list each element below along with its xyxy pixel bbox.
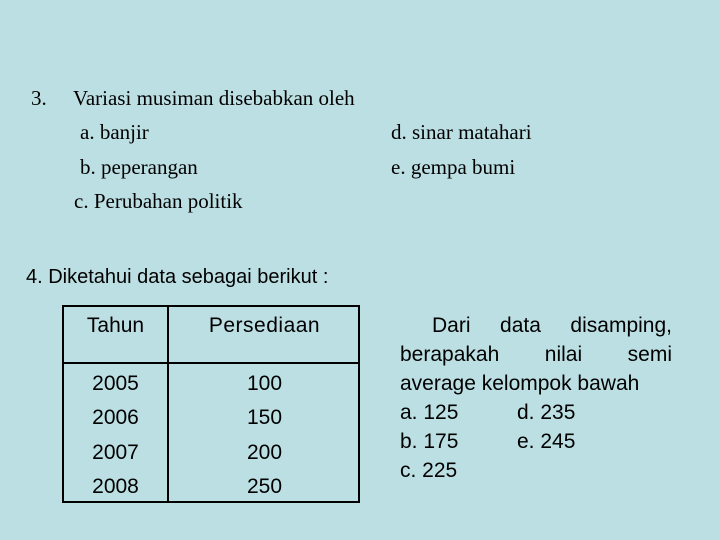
- word: data: [500, 314, 541, 337]
- q3-option-b: b. peperangan: [80, 155, 198, 179]
- q4-option-d: d. 235: [517, 401, 576, 424]
- table-header-divider: [64, 362, 358, 364]
- q4-option-a: a. 125: [400, 401, 459, 424]
- word: disamping,: [570, 314, 672, 337]
- q4-prompt-line-1: [432, 315, 672, 336]
- value-cell: 250: [246, 475, 283, 498]
- header-persediaan: Persediaan: [208, 314, 321, 337]
- q4-option-c: c. 225: [400, 459, 458, 482]
- word: berapakah: [400, 343, 500, 366]
- table-top-border: [64, 305, 358, 307]
- q4-prompt-line-2: [400, 344, 672, 365]
- data-table: [62, 305, 360, 503]
- q3-number: 3.: [31, 86, 47, 110]
- word: Dari: [432, 314, 471, 337]
- q4-prompt-line-3: average kelompok bawah: [400, 372, 640, 395]
- year-cell: 2007: [92, 441, 139, 464]
- year-cell: 2006: [92, 406, 139, 429]
- word: semi: [627, 343, 672, 366]
- q4-heading: 4. Diketahui data sebagai berikut :: [26, 266, 329, 288]
- value-cell: 200: [246, 441, 283, 464]
- header-tahun: Tahun: [86, 314, 145, 337]
- q3-question: Variasi musiman disebabkan oleh: [73, 86, 355, 110]
- q3-option-d: d. sinar matahari: [391, 120, 532, 144]
- value-cell: 150: [246, 406, 283, 429]
- year-cell: 2005: [92, 372, 139, 395]
- q4-option-b: b. 175: [400, 430, 459, 453]
- word: nilai: [544, 343, 583, 366]
- year-cell: 2008: [92, 475, 139, 498]
- q3-option-c: c. Perubahan politik: [74, 189, 243, 213]
- value-cell: 100: [246, 372, 283, 395]
- q3-option-e: e. gempa bumi: [391, 155, 516, 179]
- q3-option-a: a. banjir: [80, 120, 149, 144]
- q4-option-e: e. 245: [517, 430, 576, 453]
